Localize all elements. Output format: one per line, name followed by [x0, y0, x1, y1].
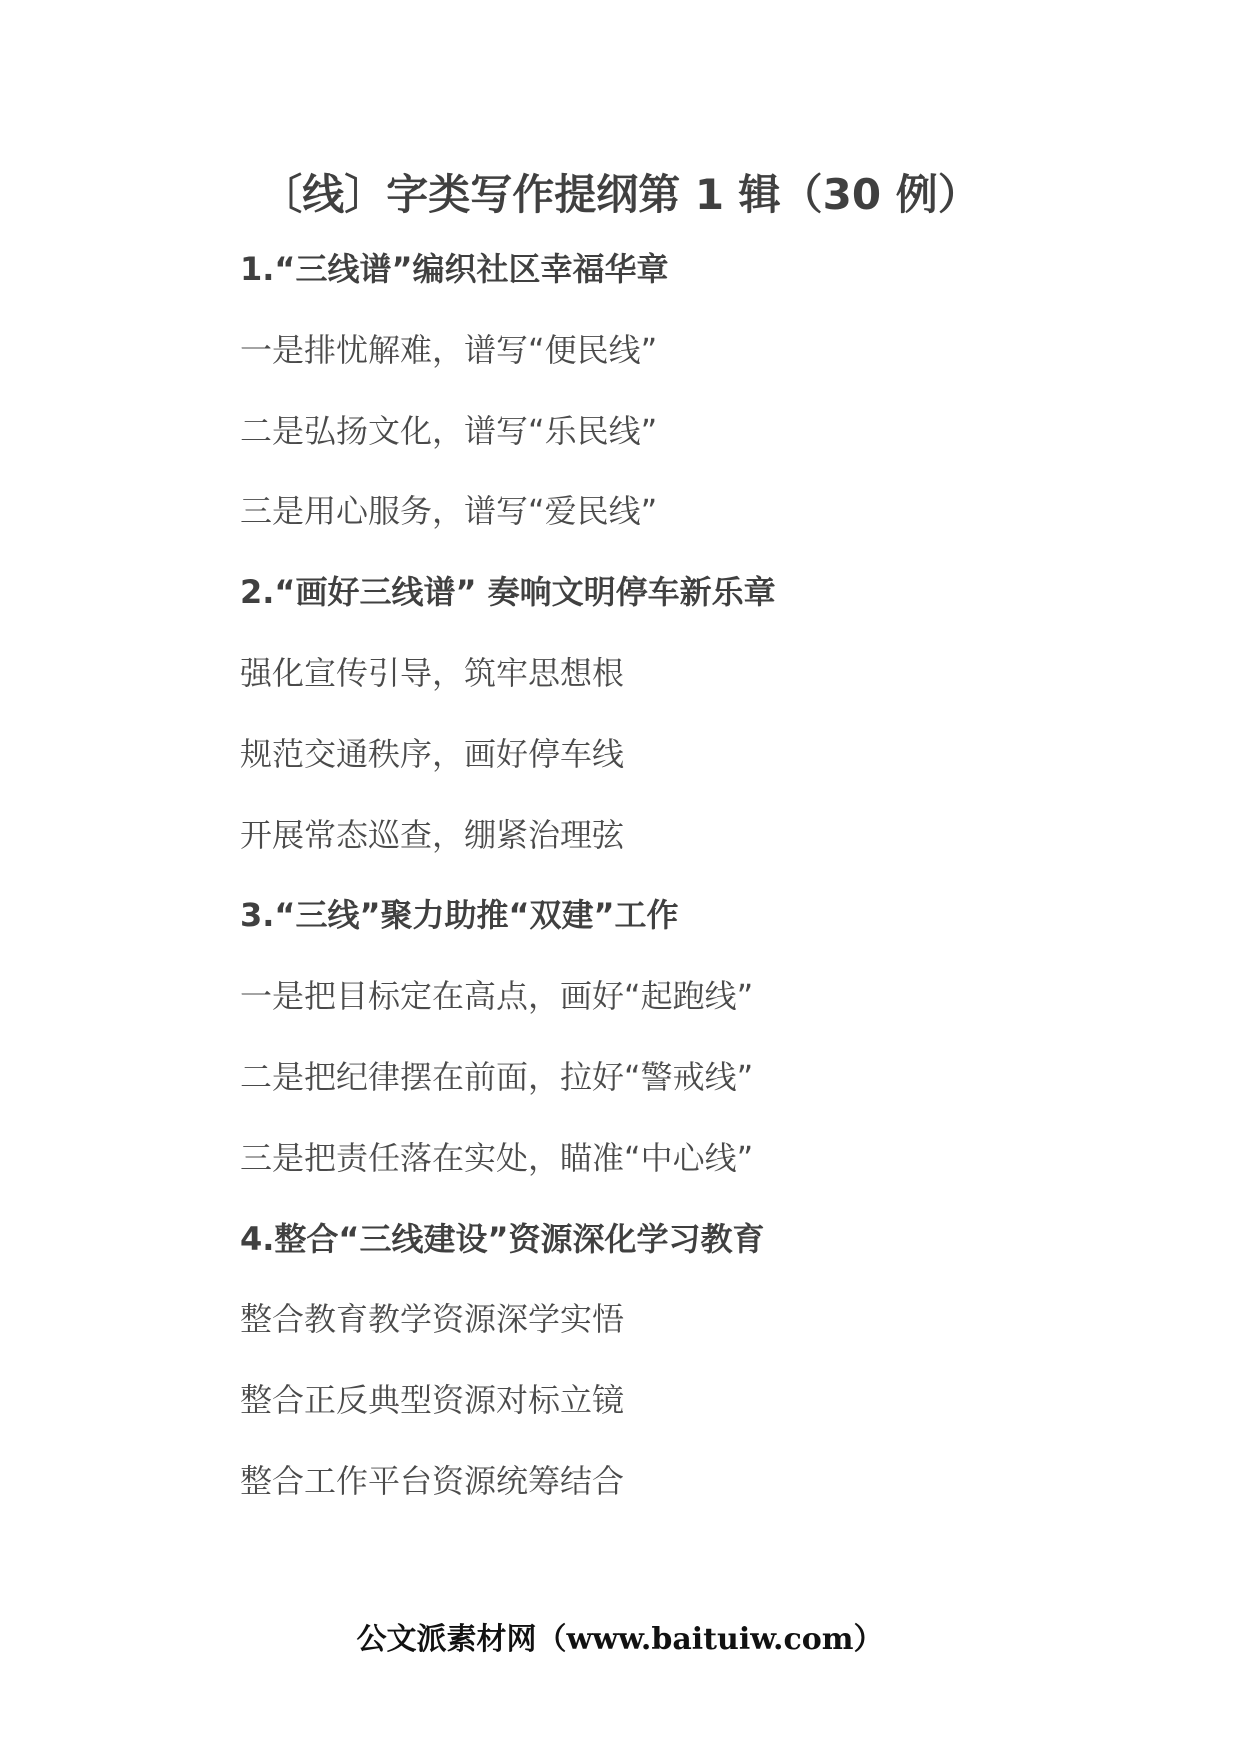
- page-title: 〔线〕字类写作提纲第 1 辑（30 例）: [260, 170, 980, 219]
- list-item: 三是用心服务，谱写“爱民线”: [240, 492, 658, 531]
- document-body: [240, 245, 1140, 1538]
- footer-source: 公文派素材网（www.baituiw.com）: [356, 1622, 884, 1657]
- list-item: 一是把目标定在高点，画好“起跑线”: [240, 977, 754, 1016]
- section-heading: 3.“三线”聚力助推“双建”工作: [240, 896, 679, 935]
- list-item: 二是弘扬文化，谱写“乐民线”: [240, 411, 658, 450]
- list-item: 一是排忧解难，谱写“便民线”: [240, 330, 658, 369]
- section-heading: 4.整合“三线建设”资源深化学习教育: [240, 1219, 765, 1258]
- list-item: 二是把纪律摆在前面，拉好“警戒线”: [240, 1057, 754, 1096]
- section-heading: 2.“画好三线谱” 奏响文明停车新乐章: [240, 573, 776, 612]
- section-heading: 1.“三线谱”编织社区幸福华章: [240, 250, 669, 288]
- list-item: 规范交通秩序，画好停车线: [240, 734, 625, 773]
- list-item: 整合工作平台资源统筹结合: [240, 1461, 625, 1500]
- list-item: 整合教育教学资源深学实悟: [240, 1300, 625, 1339]
- list-item: 开展常态巡查，绷紧治理弦: [240, 815, 625, 854]
- list-item: 三是把责任落在实处，瞄准“中心线”: [240, 1138, 754, 1177]
- list-item: 整合正反典型资源对标立镜: [240, 1381, 625, 1420]
- list-item: 强化宣传引导，筑牢思想根: [240, 653, 625, 692]
